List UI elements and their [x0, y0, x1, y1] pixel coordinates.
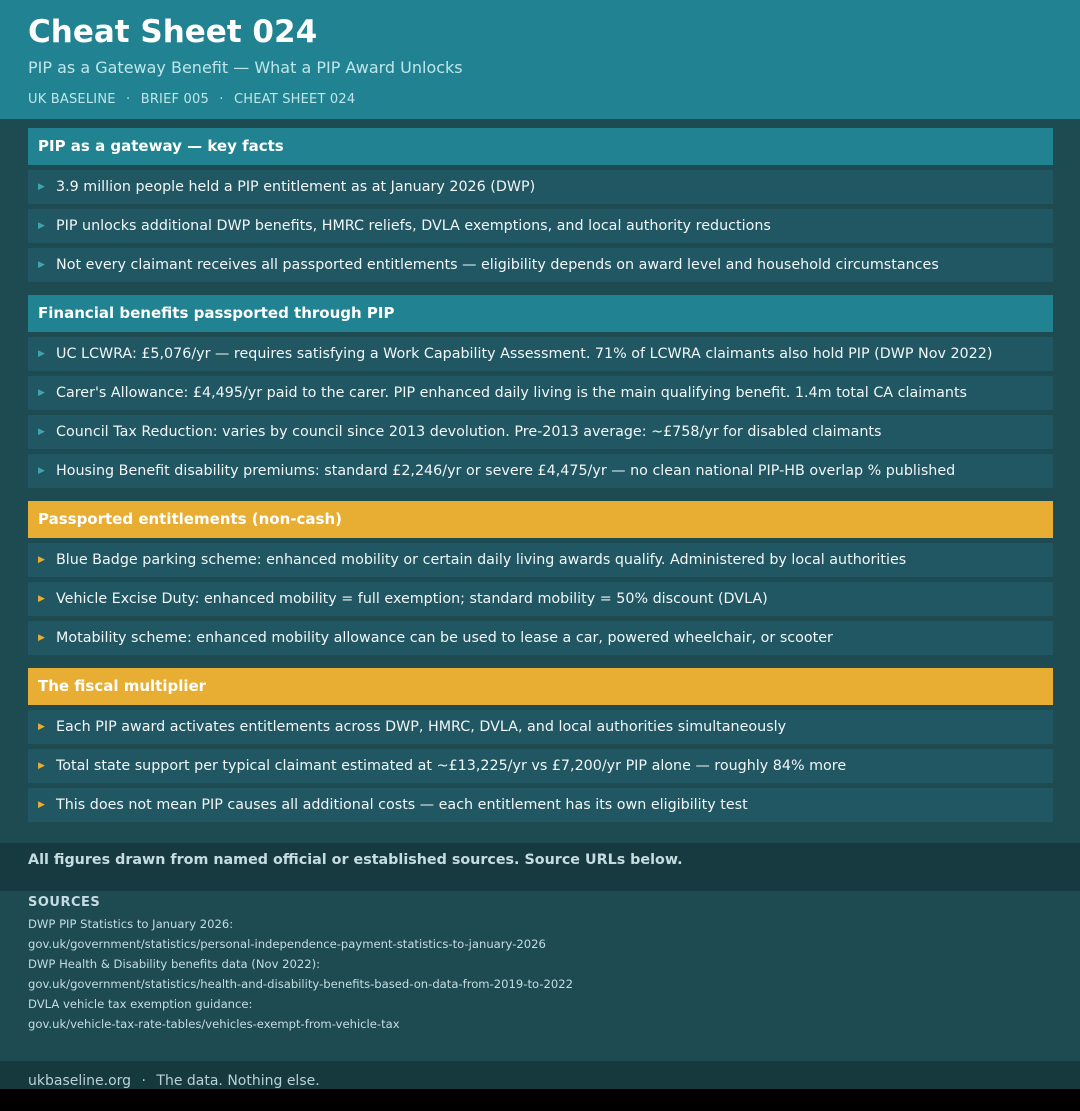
list-item-text: Housing Benefit disability premiums: standard £2,246/yr or severe £4,475/yr — no clean national PIP-HB overlap % published [56, 463, 956, 479]
breadcrumb-item: BRIEF 005 [140, 92, 209, 107]
source-title: DWP PIP Statistics to January 2026: [28, 917, 234, 931]
list-item [28, 543, 1053, 577]
list-item [28, 415, 1053, 449]
sections-container [0, 119, 1080, 843]
triangle-right-icon: ▶ [38, 800, 45, 810]
sources-panel [0, 891, 1080, 1061]
breadcrumb-separator: · [126, 92, 131, 107]
list-item-text: 3.9 million people held a PIP entitlement as at January 2026 (DWP) [56, 179, 536, 195]
list-item [28, 788, 1053, 822]
triangle-right-icon: ▶ [38, 260, 45, 270]
list-item-text: PIP unlocks additional DWP benefits, HMRC reliefs, DVLA exemptions, and local authority reductions [56, 218, 771, 234]
list-item [28, 621, 1053, 655]
list-item [28, 337, 1053, 371]
list-item-text: Total state support per typical claimant estimated at ~£13,225/yr vs £7,200/yr PIP alone — roughly 84% more [56, 758, 847, 774]
triangle-right-icon: ▶ [38, 761, 45, 771]
triangle-right-icon: ▶ [38, 633, 45, 643]
sources-list [28, 914, 1052, 1034]
breadcrumb-separator: · [219, 92, 224, 107]
sources-label: SOURCES [28, 895, 101, 910]
list-item [28, 454, 1053, 488]
list-item-text: Not every claimant receives all passported entitlements — eligibility depends on award level and household circumstances [56, 257, 939, 273]
section-non-cash-entitlements [28, 501, 1053, 655]
section-heading: Financial benefits passported through PIP [28, 295, 1053, 332]
breadcrumb-item: UK BASELINE [28, 92, 116, 107]
footer-separator: · [141, 1073, 146, 1089]
breadcrumb-item: CHEAT SHEET 024 [233, 92, 356, 107]
source-title: DWP Health & Disability benefits data (Nov 2022): [28, 957, 321, 971]
triangle-right-icon: ▶ [38, 555, 45, 565]
list-item-text: UC LCWRA: £5,076/yr — requires satisfying a Work Capability Assessment. 71% of LCWRA claimants also hold PIP (DWP Nov 2022) [56, 346, 993, 362]
triangle-right-icon: ▶ [38, 182, 45, 192]
section-fiscal-multiplier [28, 668, 1053, 822]
list-item-text: Council Tax Reduction: varies by council since 2013 devolution. Pre-2013 average: ~£758/yr for disabled claimants [56, 424, 882, 440]
page-title: Cheat Sheet 024 [28, 14, 318, 50]
page-header [0, 0, 1080, 119]
list-item [28, 248, 1053, 282]
list-item [28, 749, 1053, 783]
list-item [28, 582, 1053, 616]
footer-site-link[interactable]: ukbaseline.org [28, 1073, 132, 1089]
page-footer [0, 1061, 1080, 1089]
list-item [28, 209, 1053, 243]
triangle-right-icon: ▶ [38, 349, 45, 359]
source-url: gov.uk/government/statistics/health-and-disability-benefits-based-on-data-from-2019-to-2022 [28, 977, 574, 991]
sources-note: All figures drawn from named official or established sources. Source URLs below. [0, 843, 1080, 891]
list-item-text: Carer's Allowance: £4,495/yr paid to the carer. PIP enhanced daily living is the main qualifying benefit. 1.4m total CA claimants [56, 385, 967, 401]
section-heading: PIP as a gateway — key facts [28, 128, 1053, 165]
source-url: gov.uk/vehicle-tax-rate-tables/vehicles-exempt-from-vehicle-tax [28, 1017, 400, 1031]
triangle-right-icon: ▶ [38, 722, 45, 732]
page-subtitle: PIP as a Gateway Benefit — What a PIP Award Unlocks [28, 58, 463, 77]
list-item [28, 376, 1053, 410]
source-url: gov.uk/government/statistics/personal-independence-payment-statistics-to-january-2026 [28, 937, 546, 951]
source-title: DVLA vehicle tax exemption guidance: [28, 997, 253, 1011]
section-heading: Passported entitlements (non-cash) [28, 501, 1053, 538]
list-item-text: This does not mean PIP causes all additional costs — each entitlement has its own eligibility test [56, 797, 748, 813]
list-item [28, 170, 1053, 204]
triangle-right-icon: ▶ [38, 221, 45, 231]
section-financial-benefits [28, 295, 1053, 488]
list-item-text: Blue Badge parking scheme: enhanced mobility or certain daily living awards qualify. Administered by local authorities [56, 552, 907, 568]
list-item-text: Motability scheme: enhanced mobility allowance can be used to lease a car, powered wheelchair, or scooter [56, 630, 833, 646]
section-key-facts [28, 128, 1053, 282]
list-item-text: Vehicle Excise Duty: enhanced mobility = full exemption; standard mobility = 50% discount (DVLA) [56, 591, 768, 607]
breadcrumb [28, 92, 1052, 108]
list-item-text: Each PIP award activates entitlements across DWP, HMRC, DVLA, and local authorities simultaneously [56, 719, 787, 735]
triangle-right-icon: ▶ [38, 594, 45, 604]
footer-tagline: The data. Nothing else. [156, 1073, 320, 1089]
triangle-right-icon: ▶ [38, 388, 45, 398]
section-heading: The fiscal multiplier [28, 668, 1053, 705]
triangle-right-icon: ▶ [38, 427, 45, 437]
triangle-right-icon: ▶ [38, 466, 45, 476]
list-item [28, 710, 1053, 744]
